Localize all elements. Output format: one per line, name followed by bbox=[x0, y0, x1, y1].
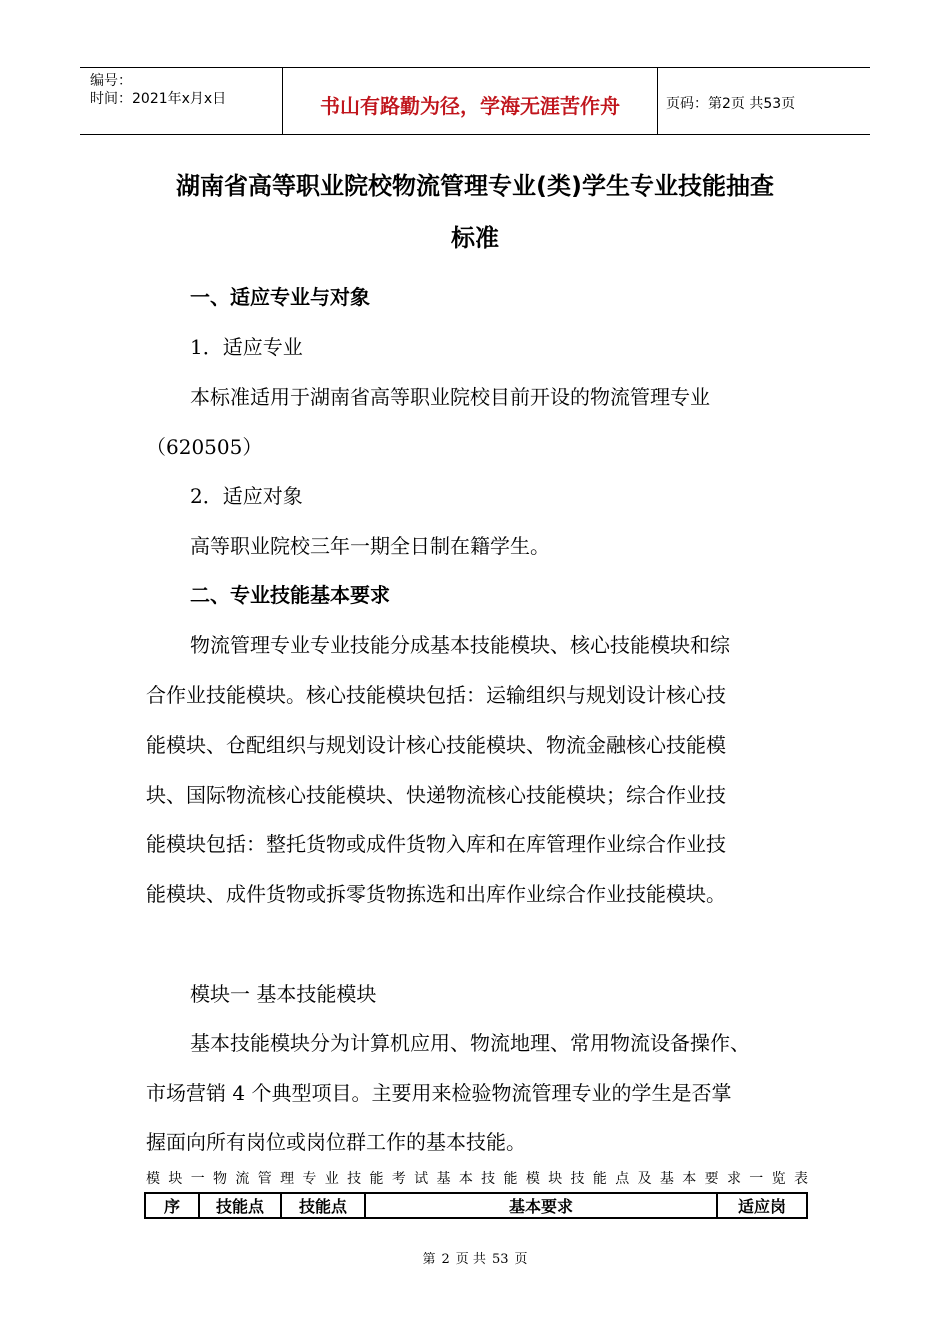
subsection2-heading: 2．适应对象 bbox=[190, 484, 303, 508]
paragraph3-line: 物流管理专业专业技能分成基本技能模块、核心技能模块和综 bbox=[190, 633, 730, 657]
paragraph1-line2: （620505） bbox=[146, 435, 263, 459]
document-title-line1: 湖南省高等职业院校物流管理专业(类)学生专业技能抽查 bbox=[176, 172, 774, 200]
page-footer bbox=[0, 1248, 950, 1267]
header-meta bbox=[80, 68, 282, 134]
section1-heading: 一、适应专业与对象 bbox=[190, 285, 370, 309]
footer-middle: 页 共 bbox=[455, 1252, 486, 1267]
paragraph4-line: 基本技能模块分为计算机应用、物流地理、常用物流设备操作、 bbox=[190, 1031, 750, 1055]
footer-suffix: 页 bbox=[514, 1252, 528, 1267]
paragraph1-line1: 本标准适用于湖南省高等职业院校目前开设的物流管理专业 bbox=[190, 385, 710, 409]
paragraph4-line: 市场营销 4 个典型项目。主要用来检验物流管理专业的学生是否掌 bbox=[146, 1081, 732, 1105]
paragraph3-line: 能模块、成件货物或拆零货物拣选和出库作业综合作业技能模块。 bbox=[146, 882, 726, 906]
footer-page-number: 2 bbox=[441, 1252, 450, 1267]
table-header-cell: 技能点 bbox=[281, 1193, 365, 1218]
header-number-label: 编号： bbox=[90, 73, 132, 89]
header-time-label: 时间：2021年x月x日 bbox=[90, 91, 227, 107]
module-heading: 模块一 基本技能模块 bbox=[190, 982, 377, 1006]
section2-heading: 二、专业技能基本要求 bbox=[190, 583, 390, 607]
skills-table bbox=[144, 1192, 808, 1219]
table-header-cell: 技能点 bbox=[199, 1193, 281, 1218]
page-header bbox=[80, 67, 870, 135]
document-title-line2: 标准 bbox=[451, 224, 499, 252]
table-header-cell: 适应岗 bbox=[717, 1193, 807, 1218]
paragraph3-line: 能模块包括：整托货物或成件货物入库和在库管理作业综合作业技 bbox=[146, 832, 726, 856]
paragraph3-line: 合作业技能模块。核心技能模块包括：运输组织与规划设计核心技 bbox=[146, 683, 726, 707]
subsection1-heading: 1．适应专业 bbox=[190, 335, 303, 359]
paragraph3-line: 块、国际物流核心技能模块、快递物流核心技能模块；综合作业技 bbox=[146, 783, 726, 807]
paragraph4-line: 握面向所有岗位或岗位群工作的基本技能。 bbox=[146, 1130, 526, 1154]
header-page-label: 页码：第2页 共53页 bbox=[666, 96, 796, 112]
table-caption: 模块一物流管理专业技能考试基本技能模块技能点及基本要求一览表 bbox=[146, 1171, 808, 1187]
paragraph3-line: 能模块、仓配组织与规划设计核心技能模块、物流金融核心技能模 bbox=[146, 733, 726, 757]
footer-prefix: 第 bbox=[422, 1252, 436, 1267]
footer-total-pages: 53 bbox=[491, 1252, 509, 1267]
table-header-cell: 基本要求 bbox=[365, 1193, 717, 1218]
header-motto: 书山有路勤为径，学海无涯苦作舟 bbox=[282, 68, 658, 134]
table-header-cell: 序 bbox=[145, 1193, 199, 1218]
paragraph2: 高等职业院校三年一期全日制在籍学生。 bbox=[190, 534, 550, 558]
table-header-row bbox=[145, 1193, 807, 1218]
